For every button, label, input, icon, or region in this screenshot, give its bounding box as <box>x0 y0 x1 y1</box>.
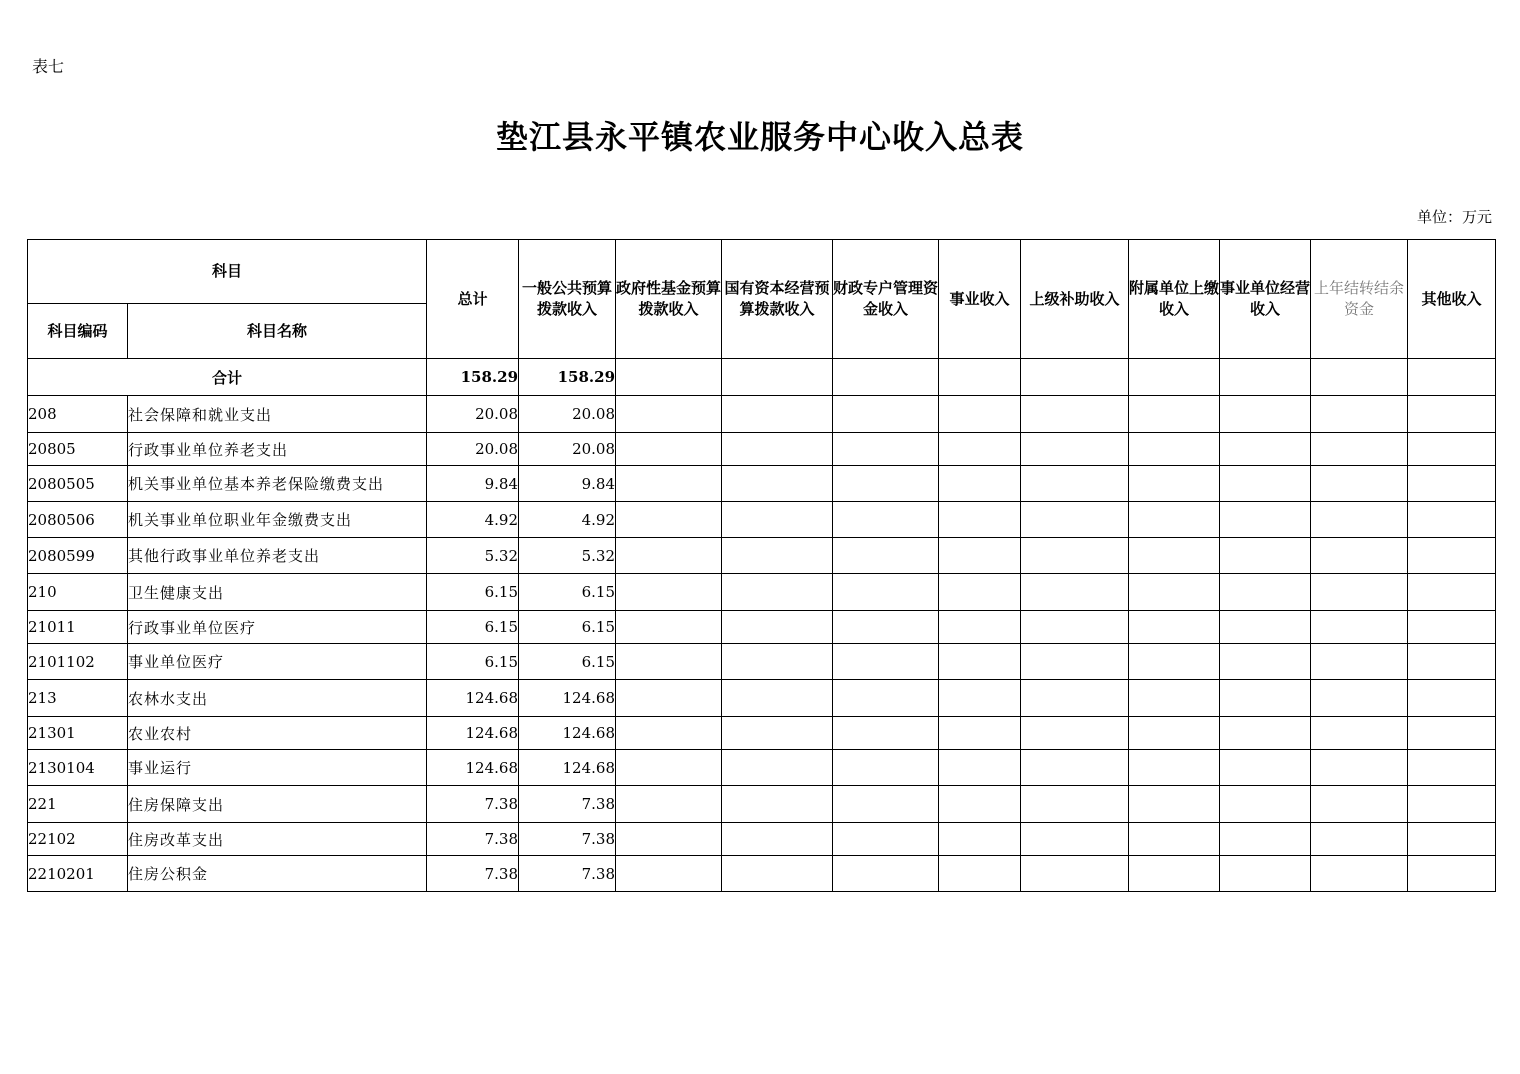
table-row <box>28 502 1496 538</box>
empty-cell <box>1311 396 1408 433</box>
empty-cell <box>1129 502 1220 538</box>
empty-cell <box>1129 644 1220 680</box>
empty-cell <box>616 786 722 823</box>
empty-cell <box>616 538 722 574</box>
total-cell: 124.68 <box>427 717 519 750</box>
empty-cell <box>1021 680 1129 717</box>
empty-cell <box>1021 644 1129 680</box>
subject-name-cell: 住房公积金 <box>128 856 427 892</box>
empty-cell <box>722 538 833 574</box>
total-cell: 7.38 <box>427 823 519 856</box>
general-budget-cell: 7.38 <box>519 856 616 892</box>
subject-name-cell: 农业农村 <box>128 717 427 750</box>
empty-cell <box>1129 680 1220 717</box>
empty-cell <box>722 644 833 680</box>
empty-cell <box>1311 750 1408 786</box>
table-row <box>28 644 1496 680</box>
empty-cell <box>1129 574 1220 611</box>
empty-cell <box>1129 823 1220 856</box>
subject-code-cell: 2080506 <box>28 502 128 538</box>
empty-cell <box>722 823 833 856</box>
empty-cell <box>1220 433 1311 466</box>
subject-code-cell: 21011 <box>28 611 128 644</box>
empty-cell <box>833 750 939 786</box>
empty-cell <box>1129 396 1220 433</box>
empty-cell <box>1408 611 1496 644</box>
empty-cell <box>1408 680 1496 717</box>
empty-cell <box>722 750 833 786</box>
empty-cell <box>1129 856 1220 892</box>
empty-cell <box>616 466 722 502</box>
empty-cell <box>1129 433 1220 466</box>
empty-cell <box>1311 538 1408 574</box>
empty-cell <box>1220 786 1311 823</box>
empty-cell <box>722 717 833 750</box>
table-row <box>28 717 1496 750</box>
subject-code-cell: 21301 <box>28 717 128 750</box>
empty-cell <box>1129 786 1220 823</box>
empty-cell <box>939 856 1021 892</box>
subject-code-cell: 2101102 <box>28 644 128 680</box>
empty-cell <box>833 433 939 466</box>
total-cell: 7.38 <box>427 856 519 892</box>
header-state-capital: 国有资本经营预算拨款收入 <box>722 240 833 359</box>
header-affiliated-income: 附属单位上缴收入 <box>1129 240 1220 359</box>
table-row <box>28 786 1496 823</box>
empty-cell <box>1220 396 1311 433</box>
empty-cell <box>1408 574 1496 611</box>
table-row <box>28 466 1496 502</box>
table-number: 表七 <box>32 57 65 76</box>
empty-cell <box>833 611 939 644</box>
empty-cell <box>616 433 722 466</box>
empty-cell <box>1311 823 1408 856</box>
empty-cell <box>1408 538 1496 574</box>
empty-cell <box>722 396 833 433</box>
empty-cell <box>1408 856 1496 892</box>
empty-cell <box>1311 502 1408 538</box>
empty-cell <box>1311 574 1408 611</box>
empty-cell <box>1220 680 1311 717</box>
empty-cell <box>1220 502 1311 538</box>
empty-cell <box>833 717 939 750</box>
general-budget-cell: 7.38 <box>519 823 616 856</box>
empty-cell <box>1021 538 1129 574</box>
empty-cell <box>833 466 939 502</box>
subject-name-cell: 行政事业单位医疗 <box>128 611 427 644</box>
total-general-budget: 158.29 <box>519 359 616 396</box>
subject-code-cell: 221 <box>28 786 128 823</box>
header-superior-subsidy: 上级补助收入 <box>1021 240 1129 359</box>
empty-cell <box>1021 396 1129 433</box>
general-budget-cell: 20.08 <box>519 433 616 466</box>
empty-cell <box>616 717 722 750</box>
empty-cell <box>1021 750 1129 786</box>
empty-cell <box>939 750 1021 786</box>
subject-code-cell: 20805 <box>28 433 128 466</box>
empty-cell <box>939 396 1021 433</box>
empty-cell <box>833 538 939 574</box>
subject-name-cell: 事业单位医疗 <box>128 644 427 680</box>
empty-cell <box>1408 644 1496 680</box>
general-budget-cell: 124.68 <box>519 750 616 786</box>
header-subject: 科目 <box>28 240 427 304</box>
empty-cell <box>939 644 1021 680</box>
empty-cell <box>722 856 833 892</box>
empty-cell <box>1408 396 1496 433</box>
empty-cell <box>616 396 722 433</box>
total-cell: 6.15 <box>427 611 519 644</box>
empty-cell <box>1220 611 1311 644</box>
empty-cell <box>1311 611 1408 644</box>
table-row <box>28 538 1496 574</box>
empty-cell <box>616 750 722 786</box>
subject-code-cell: 2210201 <box>28 856 128 892</box>
empty-cell <box>722 611 833 644</box>
empty-cell <box>722 680 833 717</box>
empty-cell <box>616 502 722 538</box>
empty-cell <box>1129 750 1220 786</box>
header-business-income: 事业收入 <box>939 240 1021 359</box>
header-total: 总计 <box>427 240 519 359</box>
empty-cell <box>616 856 722 892</box>
table-row <box>28 680 1496 717</box>
empty-cell <box>939 786 1021 823</box>
empty-cell <box>1408 433 1496 466</box>
empty-cell <box>1311 786 1408 823</box>
total-cell: 6.15 <box>427 574 519 611</box>
empty-cell <box>1220 538 1311 574</box>
subject-name-cell: 事业运行 <box>128 750 427 786</box>
empty-cell <box>1311 856 1408 892</box>
empty-cell <box>1311 466 1408 502</box>
general-budget-cell: 9.84 <box>519 466 616 502</box>
empty-cell <box>616 680 722 717</box>
table-row <box>28 750 1496 786</box>
empty-cell <box>1311 680 1408 717</box>
empty-cell <box>1021 856 1129 892</box>
empty-cell <box>1408 717 1496 750</box>
general-budget-cell: 5.32 <box>519 538 616 574</box>
subject-name-cell: 卫生健康支出 <box>128 574 427 611</box>
empty-cell <box>939 611 1021 644</box>
empty-cell <box>1021 466 1129 502</box>
empty-cell <box>1021 823 1129 856</box>
empty-cell <box>1408 786 1496 823</box>
total-cell: 5.32 <box>427 538 519 574</box>
empty-cell <box>1220 856 1311 892</box>
general-budget-cell: 6.15 <box>519 611 616 644</box>
empty-cell <box>1311 433 1408 466</box>
empty-cell <box>722 786 833 823</box>
subject-code-cell: 2130104 <box>28 750 128 786</box>
total-cell: 9.84 <box>427 466 519 502</box>
total-cell: 124.68 <box>427 750 519 786</box>
empty-cell <box>833 574 939 611</box>
header-gov-fund: 政府性基金预算拨款收入 <box>616 240 722 359</box>
header-carryover: 上年结转结余资金 <box>1311 240 1408 359</box>
subject-code-cell: 208 <box>28 396 128 433</box>
empty-cell <box>1220 644 1311 680</box>
empty-cell <box>833 396 939 433</box>
income-summary-table <box>27 239 1496 892</box>
empty-cell <box>939 538 1021 574</box>
empty-cell <box>722 433 833 466</box>
empty-cell <box>1311 717 1408 750</box>
unit-label: 单位：万元 <box>1416 208 1492 226</box>
empty-cell <box>1220 750 1311 786</box>
general-budget-cell: 7.38 <box>519 786 616 823</box>
empty-cell <box>939 680 1021 717</box>
total-cell: 4.92 <box>427 502 519 538</box>
empty-cell <box>1021 433 1129 466</box>
empty-cell <box>1220 717 1311 750</box>
general-budget-cell: 4.92 <box>519 502 616 538</box>
header-subject-name: 科目名称 <box>128 304 427 359</box>
subject-code-cell: 210 <box>28 574 128 611</box>
empty-cell <box>1021 574 1129 611</box>
general-budget-cell: 6.15 <box>519 644 616 680</box>
total-row <box>28 359 1496 396</box>
general-budget-cell: 6.15 <box>519 574 616 611</box>
total-cell: 20.08 <box>427 433 519 466</box>
empty-cell <box>833 680 939 717</box>
empty-cell <box>616 644 722 680</box>
general-budget-cell: 124.68 <box>519 680 616 717</box>
empty-cell <box>833 786 939 823</box>
empty-cell <box>833 856 939 892</box>
empty-cell <box>1408 502 1496 538</box>
subject-code-cell: 2080505 <box>28 466 128 502</box>
subject-name-cell: 其他行政事业单位养老支出 <box>128 538 427 574</box>
subject-code-cell: 22102 <box>28 823 128 856</box>
header-other-income: 其他收入 <box>1408 240 1496 359</box>
empty-cell <box>939 574 1021 611</box>
empty-cell <box>616 611 722 644</box>
subject-name-cell: 机关事业单位基本养老保险缴费支出 <box>128 466 427 502</box>
empty-cell <box>1220 466 1311 502</box>
empty-cell <box>1129 717 1220 750</box>
empty-cell <box>1021 502 1129 538</box>
header-subject-code: 科目编码 <box>28 304 128 359</box>
total-cell: 20.08 <box>427 396 519 433</box>
subject-name-cell: 住房保障支出 <box>128 786 427 823</box>
empty-cell <box>1408 823 1496 856</box>
empty-cell <box>1220 574 1311 611</box>
empty-cell <box>722 466 833 502</box>
table-row <box>28 823 1496 856</box>
empty-cell <box>939 823 1021 856</box>
table-row <box>28 856 1496 892</box>
total-cell: 6.15 <box>427 644 519 680</box>
header-general-budget: 一般公共预算拨款收入 <box>519 240 616 359</box>
empty-cell <box>833 644 939 680</box>
empty-cell <box>722 502 833 538</box>
empty-cell <box>939 717 1021 750</box>
empty-cell <box>939 502 1021 538</box>
empty-cell <box>1311 644 1408 680</box>
subject-name-cell: 住房改革支出 <box>128 823 427 856</box>
empty-cell <box>833 502 939 538</box>
empty-cell <box>722 574 833 611</box>
subject-name-cell: 农林水支出 <box>128 680 427 717</box>
table-row <box>28 574 1496 611</box>
subject-name-cell: 机关事业单位职业年金缴费支出 <box>128 502 427 538</box>
empty-cell <box>616 823 722 856</box>
empty-cell <box>833 823 939 856</box>
empty-cell <box>1021 611 1129 644</box>
empty-cell <box>1408 466 1496 502</box>
subject-name-cell: 行政事业单位养老支出 <box>128 433 427 466</box>
table-row <box>28 611 1496 644</box>
total-sum: 158.29 <box>427 359 519 396</box>
total-label: 合计 <box>28 359 427 396</box>
subject-code-cell: 213 <box>28 680 128 717</box>
empty-cell <box>1021 717 1129 750</box>
page-title: 垫江县永平镇农业服务中心收入总表 <box>495 118 1024 156</box>
table-row <box>28 396 1496 433</box>
empty-cell <box>1129 538 1220 574</box>
total-cell: 7.38 <box>427 786 519 823</box>
empty-cell <box>616 574 722 611</box>
header-special-fund: 财政专户管理资金收入 <box>833 240 939 359</box>
empty-cell <box>1129 611 1220 644</box>
header-operating-income: 事业单位经营收入 <box>1220 240 1311 359</box>
total-cell: 124.68 <box>427 680 519 717</box>
empty-cell <box>1129 466 1220 502</box>
subject-code-cell: 2080599 <box>28 538 128 574</box>
empty-cell <box>1021 786 1129 823</box>
empty-cell <box>939 433 1021 466</box>
empty-cell <box>1408 750 1496 786</box>
empty-cell <box>1220 823 1311 856</box>
general-budget-cell: 124.68 <box>519 717 616 750</box>
table-row <box>28 433 1496 466</box>
general-budget-cell: 20.08 <box>519 396 616 433</box>
subject-name-cell: 社会保障和就业支出 <box>128 396 427 433</box>
empty-cell <box>939 466 1021 502</box>
